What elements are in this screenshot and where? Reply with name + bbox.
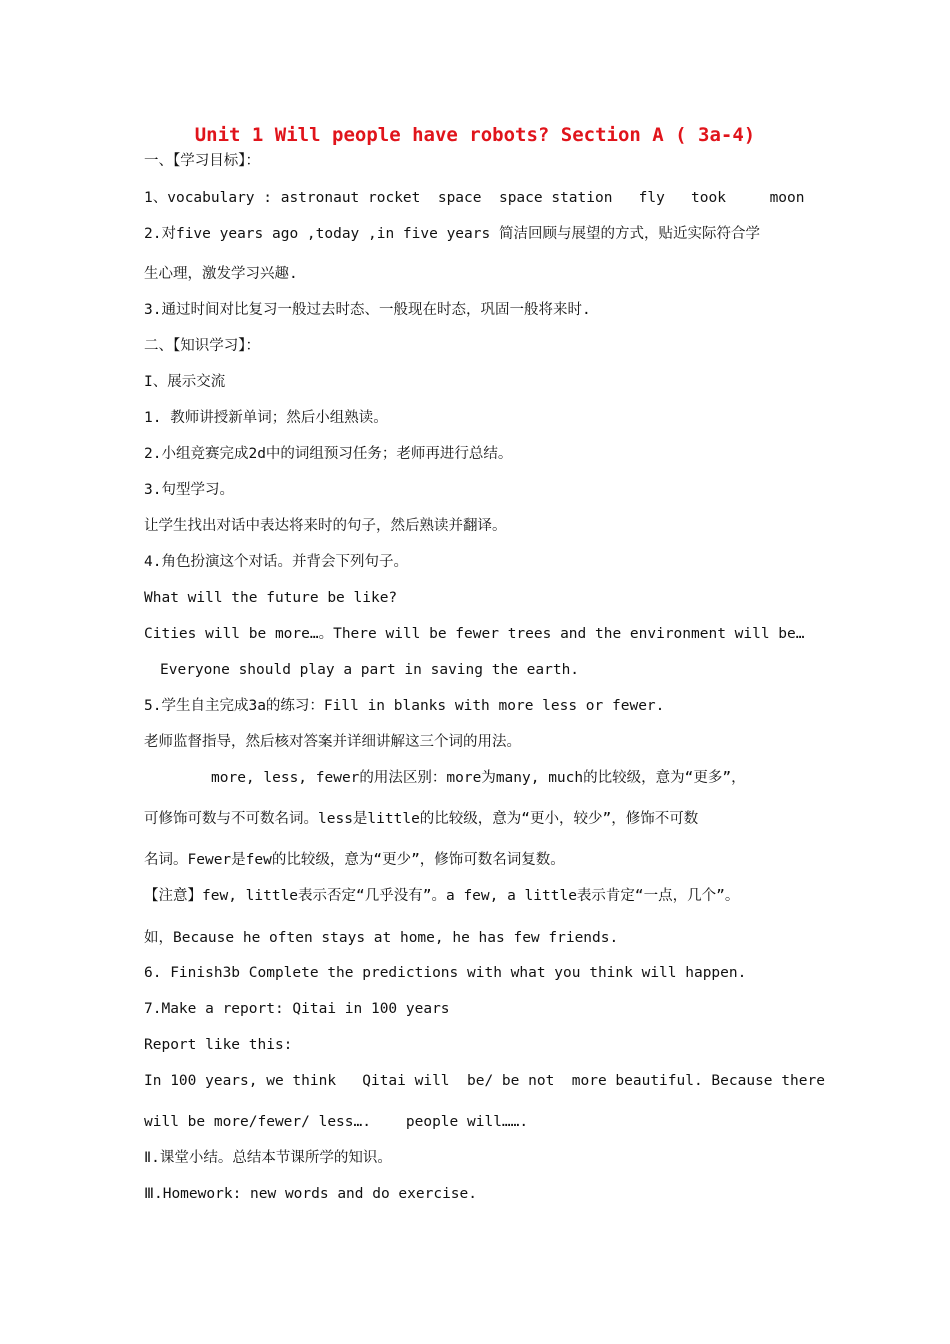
summary-section: Ⅱ.课堂小结。总结本节课所学的知识。 bbox=[144, 1150, 392, 1166]
report-template-1: In 100 years, we think Qitai will be/ be not more beautiful. Because there bbox=[144, 1073, 825, 1089]
step-5-detail: 老师监督指导，然后核对答案并详细讲解这三个词的用法。 bbox=[144, 734, 521, 750]
sentence-1: What will the future be like? bbox=[144, 590, 398, 606]
objective-review-cont: 生心理，激发学习兴趣. bbox=[144, 266, 298, 282]
usage-note-1: more, less, fewer的用法区别：more为many, much的比较级，意为“更多”， bbox=[211, 770, 746, 786]
step-3-detail: 让学生找出对话中表达将来时的句子，然后熟读并翻译。 bbox=[144, 518, 507, 534]
step-6: 6. Finish3b Complete the predictions with what you think will happen. bbox=[144, 965, 747, 981]
objective-vocabulary: 1、vocabulary : astronaut rocket space space station fly took moon bbox=[144, 190, 805, 206]
usage-note-2: 可修饰可数与不可数名词。less是little的比较级，意为“更小，较少”，修饰不可数 bbox=[144, 811, 699, 827]
subheading-presentation: I、展示交流 bbox=[144, 374, 226, 390]
usage-note-3: 名词。Fewer是few的比较级，意为“更少”，修饰可数名词复数。 bbox=[144, 852, 565, 868]
sentence-2: Cities will be more…。There will be fewer trees and the environment will be… bbox=[144, 626, 805, 642]
step-2: 2.小组竞赛完成2d中的词组预习任务；老师再进行总结。 bbox=[144, 446, 513, 462]
sentence-3: Everyone should play a part in saving the earth. bbox=[160, 662, 580, 678]
section-heading-knowledge: 二、【知识学习】： bbox=[144, 338, 260, 354]
step-1: 1. 教师讲授新单词；然后小组熟读。 bbox=[144, 410, 388, 426]
attention-note: 【注意】few, little表示否定“几乎没有”。a few, a little表示肯定“一点，几个”。 bbox=[144, 888, 740, 904]
step-7: 7.Make a report: Qitai in 100 years bbox=[144, 1001, 450, 1017]
step-4: 4.角色扮演这个对话。并背会下列句子。 bbox=[144, 554, 408, 570]
step-5: 5.学生自主完成3a的练习：Fill in blanks with more less or fewer. bbox=[144, 698, 665, 714]
section-heading-objectives: 一、【学习目标】： bbox=[144, 153, 260, 169]
objective-tense: 3.通过时间对比复习一般过去时态、一般现在时态，巩固一般将来时. bbox=[144, 302, 591, 318]
example-sentence: 如，Because he often stays at home, he has few friends. bbox=[144, 930, 619, 946]
homework-section: Ⅲ.Homework: new words and do exercise. bbox=[144, 1186, 477, 1202]
document-title: Unit 1 Will people have robots? Section A ( 3a-4) bbox=[194, 124, 756, 146]
objective-review: 2.对five years ago ,today ,in five years 简洁回顾与展望的方式，贴近实际符合学 bbox=[144, 226, 760, 242]
report-template-2: will be more/fewer/ less…. people will……. bbox=[144, 1114, 529, 1130]
step-3: 3.句型学习。 bbox=[144, 482, 234, 498]
report-intro: Report like this: bbox=[144, 1037, 293, 1053]
